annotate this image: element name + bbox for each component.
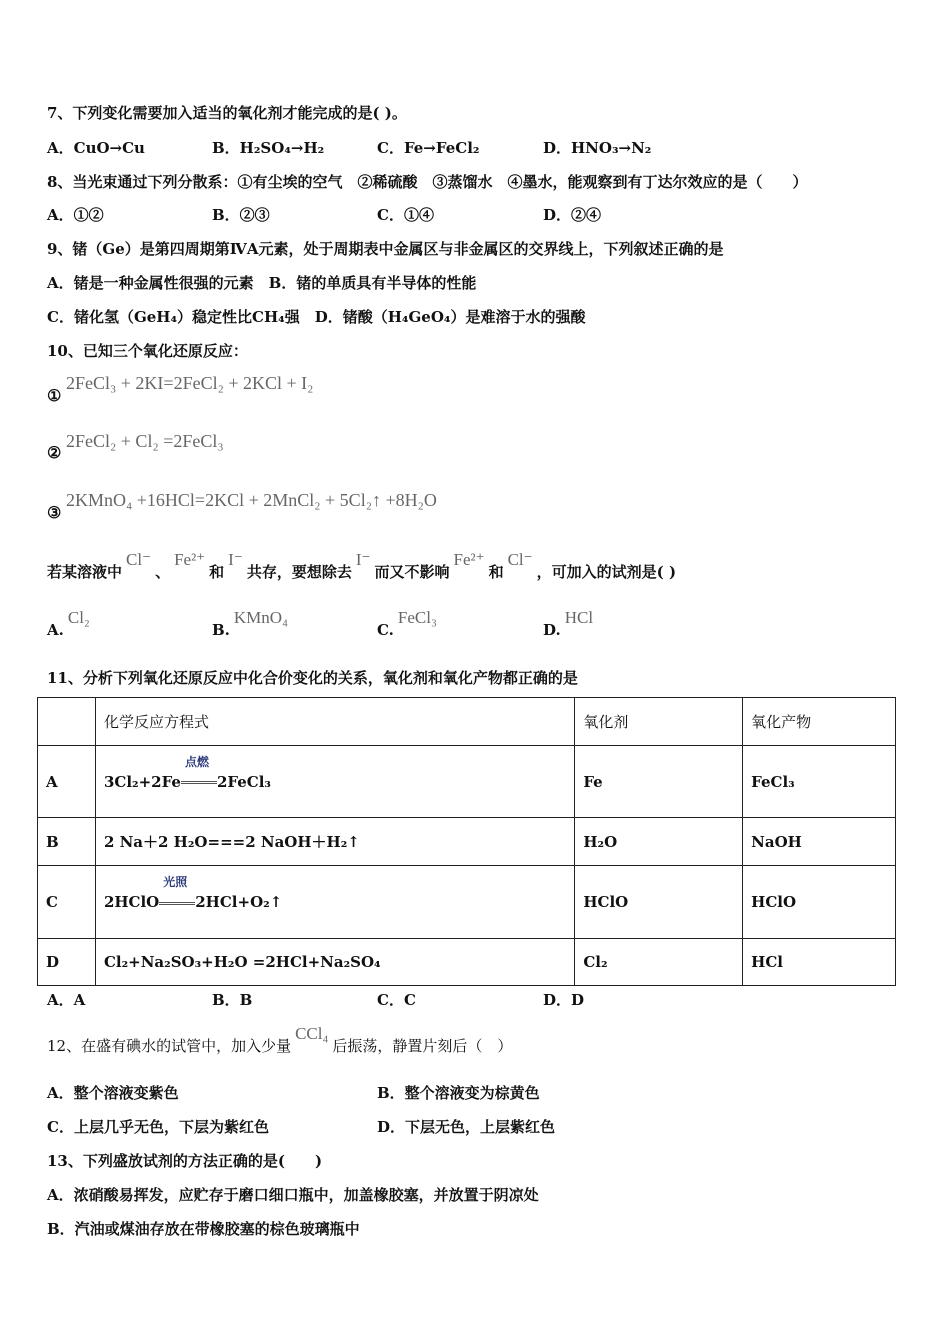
q13-stem: 13、下列盛放试剂的方法正确的是( ): [47, 1152, 323, 1170]
q8-option-a: A．①②: [47, 206, 104, 224]
q10-text: 和: [488, 563, 504, 581]
option-letter: B.: [212, 621, 230, 639]
q10-text: 和: [209, 563, 225, 581]
q12-option-b: B．整个溶液变为棕黄色: [377, 1084, 540, 1102]
q7-option-a: A．CuO→Cu: [47, 139, 145, 157]
reaction-equation-3: 2KMnO₄ +16HCl=2KCl + 2MnCl₂ + 5Cl₂↑ +8H₂O: [66, 490, 437, 510]
q9-options-ab: A．锗是一种金属性很强的元素 B．锗的单质具有半导体的性能: [47, 274, 477, 292]
q7-option-c: C．Fe→FeCl₂: [377, 139, 480, 157]
q8-option-b: B．②③: [212, 206, 270, 224]
reaction-equation-1: 2FeCl₃ + 2KI=2FeCl₂ + 2KCl + I₂: [66, 373, 314, 393]
q13-option-b: B．汽油或煤油存放在带橡胶塞的棕色玻璃瓶中: [47, 1220, 360, 1238]
option-letter: C.: [377, 621, 394, 639]
q10-text: 、: [155, 563, 171, 581]
q12-option-a: A．整个溶液变紫色: [47, 1084, 179, 1102]
option-value: Cl₂: [67, 608, 90, 627]
oxidant-cell: Cl₂: [575, 939, 743, 986]
header-cell: 氧化剂: [575, 698, 743, 746]
table-row: [38, 866, 896, 939]
product-cell: HClO: [743, 866, 896, 939]
q13-option-a: A．浓硝酸易挥发，应贮存于磨口细口瓶中，加盖橡胶塞，并放置于阴凉处: [47, 1186, 539, 1204]
q10-text: 共存，要想除去: [246, 563, 352, 581]
ion: Fe²⁺: [453, 550, 485, 569]
header-cell: [38, 698, 96, 746]
table-row: [38, 939, 896, 986]
table-header-row: [38, 698, 896, 746]
q10-option-b: [212, 608, 292, 640]
q10-question: [47, 550, 677, 582]
ion: Cl⁻: [507, 550, 533, 569]
q7-option-b: B．H₂SO₄→H₂: [212, 139, 325, 157]
header-cell: 氧化产物: [743, 698, 896, 746]
row-label: A: [38, 746, 96, 818]
row-label: C: [38, 866, 96, 939]
oxidant-cell: H₂O: [575, 818, 743, 866]
q8-option-d: D．②④: [543, 206, 602, 224]
equation-right: 2HCl+O₂↑: [195, 893, 283, 911]
reaction-marker-3: ③: [47, 503, 62, 522]
equation-left: 3Cl₂+2Fe: [103, 772, 181, 791]
q7-stem: 7、下列变化需要加入适当的氧化剂才能完成的是( )。: [47, 104, 407, 122]
condition-arrow: [159, 875, 195, 911]
reaction-equation-2: 2FeCl₂ + Cl₂ =2FeCl₃: [66, 431, 224, 451]
ion: I⁻: [355, 550, 371, 569]
option-letter: D.: [543, 621, 561, 639]
q11-stem: 11、分析下列氧化还原反应中化合价变化的关系，氧化剂和氧化产物都正确的是: [47, 669, 578, 687]
q12-text: 后振荡，静置片刻后（ ）: [332, 1037, 513, 1055]
row-label: D: [38, 939, 96, 986]
q8-option-c: C．①④: [377, 206, 434, 224]
q11-option-d: D．D: [543, 991, 585, 1009]
reaction-table: [37, 697, 896, 986]
q12-option-c: C．上层几乎无色，下层为紫红色: [47, 1118, 269, 1136]
reaction-marker-1: ①: [47, 386, 62, 405]
q12-option-d: D．下层无色，上层紫红色: [377, 1118, 556, 1136]
q10-text: 若某溶液中: [47, 563, 123, 581]
product-cell: HCl: [743, 939, 896, 986]
q9-options-cd: C．锗化氢（GeH₄）稳定性比CH₄强 D．锗酸（H₄GeO₄）是难溶于水的强酸: [47, 308, 586, 326]
q11-option-b: B．B: [212, 991, 253, 1009]
q10-option-c: [377, 608, 441, 640]
q10-stem: 10、已知三个氧化还原反应：: [47, 342, 248, 360]
q8-stem: 8、当光束通过下列分散系：①有尘埃的空气 ②稀硫酸 ③蒸馏水 ④墨水，能观察到有丁达尔效应的是（ ）: [47, 173, 808, 191]
ion: Cl⁻: [126, 550, 152, 569]
product-cell: FeCl₃: [743, 746, 896, 818]
reagent: CCl₄: [295, 1024, 329, 1043]
equation-cell: [95, 866, 574, 939]
oxidant-cell: Fe: [575, 746, 743, 818]
table-row: [38, 746, 896, 818]
option-value: FeCl₃: [397, 608, 437, 627]
q11-option-c: C．C: [377, 991, 416, 1009]
equation-cell: Cl₂+Na₂SO₃+H₂O =2HCl+Na₂SO₄: [95, 939, 574, 986]
q10-option-a: [47, 608, 94, 640]
equation-left: 2HClO: [103, 893, 160, 911]
ion: I⁻: [228, 550, 243, 569]
q7-option-d: D．HNO₃→N₂: [543, 139, 652, 157]
q11-option-a: A．A: [47, 991, 86, 1009]
q10-option-d: [543, 608, 597, 640]
ion: Fe²⁺: [174, 550, 206, 569]
equation-cell: 2 Na＋2 H₂O===2 NaOH＋H₂↑: [95, 818, 574, 866]
q10-text: ，可加入的试剂是( ): [536, 563, 677, 581]
oxidant-cell: HClO: [575, 866, 743, 939]
option-value: HCl: [564, 608, 594, 627]
option-value: KMnO₄: [233, 608, 289, 627]
option-letter: A.: [47, 621, 64, 639]
condition-arrow: [181, 754, 217, 791]
condition-label: 光照: [163, 875, 188, 889]
product-cell: NaOH: [743, 818, 896, 866]
equation-cell: [95, 746, 574, 818]
row-label: B: [38, 818, 96, 866]
q12-text: 12、在盛有碘水的试管中，加入少量: [47, 1037, 292, 1055]
q12-stem: [47, 1024, 513, 1056]
table-row: [38, 818, 896, 866]
q10-text: 而又不影响: [374, 563, 450, 581]
condition-label: 点燃: [184, 754, 209, 769]
q9-stem: 9、锗（Ge）是第四周期第ⅣA元素，处于周期表中金属区与非金属区的交界线上，下列叙述正确的是: [47, 240, 724, 258]
header-cell: 化学反应方程式: [95, 698, 574, 746]
reaction-marker-2: ②: [47, 443, 62, 462]
equation-right: 2FeCl₃: [216, 772, 271, 791]
